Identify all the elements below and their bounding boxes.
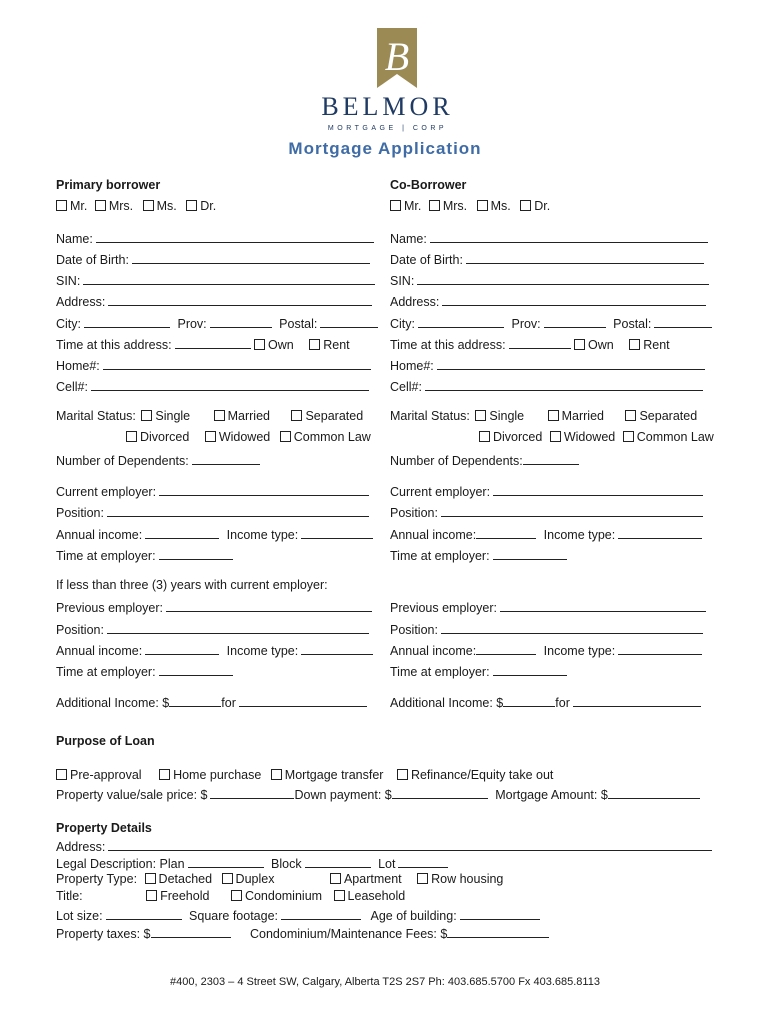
primary-address-field: Address: xyxy=(56,292,372,310)
co-annual-income-input[interactable] xyxy=(476,525,536,539)
primary-cell-field: Cell#: xyxy=(56,377,369,395)
logo-subtitle: MORTGAGE | CORP xyxy=(327,125,448,132)
co-income-row: Annual income: Income type: xyxy=(390,525,702,543)
primary-common-law-checkbox[interactable] xyxy=(280,431,291,442)
logo-monogram: B xyxy=(384,34,410,79)
co-own-checkbox[interactable] xyxy=(574,339,585,350)
primary-prev-income-type-input[interactable] xyxy=(301,641,373,655)
home-purchase-checkbox[interactable] xyxy=(159,769,170,780)
primary-sin-field: SIN: xyxy=(56,271,375,289)
co-employer-field: Current employer: xyxy=(390,482,703,500)
co-address-input[interactable] xyxy=(442,292,706,306)
checkbox-ms[interactable] xyxy=(143,200,154,211)
primary-prev-income-row: Annual income: Income type: xyxy=(56,641,373,659)
property-header: Property Details xyxy=(56,821,152,835)
belmor-logo xyxy=(300,20,475,135)
co-prev-time-employer-field: Time at employer: xyxy=(390,662,567,680)
co-prev-time-employer-input[interactable] xyxy=(493,662,567,676)
primary-home-field: Home#: xyxy=(56,356,371,374)
primary-prov-input[interactable] xyxy=(210,314,272,328)
co-name-field: Name: xyxy=(390,229,708,247)
checkbox-mrs[interactable] xyxy=(95,200,106,211)
primary-marital-row2: Divorced Widowed Common Law xyxy=(126,429,371,445)
primary-city-row: City: Prov: Postal: xyxy=(56,314,378,332)
co-dependents-field: Number of Dependents: xyxy=(390,451,579,469)
primary-prev-time-employer-input[interactable] xyxy=(159,662,233,676)
primary-income-type-input[interactable] xyxy=(301,525,373,539)
primary-marital-row1: Marital Status: Single Married Separated xyxy=(56,409,364,423)
co-single-checkbox[interactable] xyxy=(475,410,486,421)
primary-employer-input[interactable] xyxy=(159,482,369,496)
co-name-input[interactable] xyxy=(430,229,708,243)
primary-dependents-field: Number of Dependents: xyxy=(56,451,260,469)
duplex-checkbox[interactable] xyxy=(222,873,233,884)
primary-name-input[interactable] xyxy=(96,229,374,243)
property-taxes-input[interactable] xyxy=(151,924,231,938)
primary-time-employer-input[interactable] xyxy=(159,546,233,560)
checkbox-dr[interactable] xyxy=(186,200,197,211)
co-dependents-input[interactable] xyxy=(523,451,579,465)
co-dob-field: Date of Birth: xyxy=(390,250,704,268)
property-address-field: Address: xyxy=(56,837,712,855)
primary-position-field: Position: xyxy=(56,503,369,521)
primary-address-input[interactable] xyxy=(108,292,372,306)
lot-size-input[interactable] xyxy=(106,906,182,920)
primary-prev-time-employer-field: Time at employer: xyxy=(56,662,233,680)
co-prev-position-field: Position: xyxy=(390,620,703,638)
legal-description-row: Legal Description: Plan Block Lot xyxy=(56,854,448,872)
primary-dob-field: Date of Birth: xyxy=(56,250,370,268)
primary-prev-annual-income-input[interactable] xyxy=(145,641,219,655)
co-time-employer-field: Time at employer: xyxy=(390,546,567,564)
primary-position-input[interactable] xyxy=(107,503,369,517)
co-checkbox-dr[interactable] xyxy=(520,200,531,211)
co-additional-income-row: Additional Income: $ for xyxy=(390,693,701,711)
down-payment-input[interactable] xyxy=(392,785,488,799)
block-input[interactable] xyxy=(305,854,371,868)
primary-time-employer-field: Time at employer: xyxy=(56,546,233,564)
co-sin-input[interactable] xyxy=(417,271,709,285)
primary-postal-input[interactable] xyxy=(320,314,378,328)
co-separated-checkbox[interactable] xyxy=(625,410,636,421)
co-prev-income-type-input[interactable] xyxy=(618,641,702,655)
apartment-checkbox[interactable] xyxy=(330,873,341,884)
primary-additional-income-input[interactable] xyxy=(169,693,221,707)
age-input[interactable] xyxy=(460,906,540,920)
co-widowed-checkbox[interactable] xyxy=(550,431,561,442)
footer-address: #400, 2303 – 4 Street SW, Calgary, Alberta T2S 2S7 Ph: 403.685.5700 Fx 403.685.8113 xyxy=(170,976,600,988)
square-footage-input[interactable] xyxy=(281,906,361,920)
lot-input[interactable] xyxy=(398,854,448,868)
primary-dob-input[interactable] xyxy=(132,250,370,264)
leasehold-checkbox[interactable] xyxy=(334,890,345,901)
co-address-field: Address: xyxy=(390,292,706,310)
primary-header: Primary borrower xyxy=(56,178,161,192)
primary-home-input[interactable] xyxy=(103,356,371,370)
co-divorced-checkbox[interactable] xyxy=(479,431,490,442)
refinance-checkbox[interactable] xyxy=(397,769,408,780)
co-rent-checkbox[interactable] xyxy=(629,339,640,350)
co-position-field: Position: xyxy=(390,503,703,521)
primary-additional-income-source-input[interactable] xyxy=(239,693,367,707)
co-marital-row2: Divorced Widowed Common Law xyxy=(479,429,714,445)
primary-income-row: Annual income: Income type: xyxy=(56,525,373,543)
taxes-row: Property taxes: $ Condominium/Maintenance Fees: $ xyxy=(56,924,549,942)
primary-cell-input[interactable] xyxy=(91,377,369,391)
purpose-amounts-row: Property value/sale price: $ Down payment: $ Mortgage Amount: $ xyxy=(56,785,700,803)
property-address-input[interactable] xyxy=(108,837,712,851)
primary-sin-input[interactable] xyxy=(83,271,375,285)
primary-own-checkbox[interactable] xyxy=(254,339,265,350)
primary-time-address-input[interactable] xyxy=(175,335,251,349)
co-cell-field: Cell#: xyxy=(390,377,703,395)
co-header: Co-Borrower xyxy=(390,178,467,192)
less-than-three-note: If less than three (3) years with current employer: xyxy=(56,578,328,592)
primary-single-checkbox[interactable] xyxy=(141,410,152,421)
co-prev-employer-field: Previous employer: xyxy=(390,598,706,616)
co-married-checkbox[interactable] xyxy=(548,410,559,421)
primary-city-input[interactable] xyxy=(84,314,170,328)
co-sin-field: SIN: xyxy=(390,271,709,289)
freehold-checkbox[interactable] xyxy=(146,890,157,901)
primary-prev-position-input[interactable] xyxy=(107,620,369,634)
detached-checkbox[interactable] xyxy=(145,873,156,884)
condominium-checkbox[interactable] xyxy=(231,890,242,901)
primary-name-field: Name: xyxy=(56,229,374,247)
co-additional-income-input[interactable] xyxy=(503,693,555,707)
plan-input[interactable] xyxy=(188,854,264,868)
co-checkbox-mr[interactable] xyxy=(390,200,401,211)
co-home-input[interactable] xyxy=(437,356,705,370)
pre-approval-checkbox[interactable] xyxy=(56,769,67,780)
primary-time-address-row: Time at this address: Own Rent xyxy=(56,335,350,353)
co-time-address-row: Time at this address: Own Rent xyxy=(390,335,670,353)
primary-honorifics: Mr. Mrs. Ms. Dr. xyxy=(56,198,216,214)
primary-married-checkbox[interactable] xyxy=(214,410,225,421)
co-prev-income-row: Annual income: Income type: xyxy=(390,641,702,659)
co-prov-input[interactable] xyxy=(544,314,606,328)
co-cell-input[interactable] xyxy=(425,377,703,391)
title-row: Title: Freehold Condominium Leasehold xyxy=(56,889,406,903)
primary-prev-employer-field: Previous employer: xyxy=(56,598,372,616)
co-marital-row1: Marital Status: Single Married Separated xyxy=(390,409,698,423)
primary-additional-income-row: Additional Income: $ for xyxy=(56,693,367,711)
co-prev-position-input[interactable] xyxy=(441,620,703,634)
condo-fees-input[interactable] xyxy=(447,924,549,938)
co-additional-income-source-input[interactable] xyxy=(573,693,701,707)
primary-widowed-checkbox[interactable] xyxy=(205,431,216,442)
co-position-input[interactable] xyxy=(441,503,703,517)
co-employer-input[interactable] xyxy=(493,482,703,496)
co-prev-annual-income-input[interactable] xyxy=(476,641,536,655)
co-dob-input[interactable] xyxy=(466,250,704,264)
primary-divorced-checkbox[interactable] xyxy=(126,431,137,442)
primary-employer-field: Current employer: xyxy=(56,482,369,500)
co-home-field: Home#: xyxy=(390,356,705,374)
primary-prev-position-field: Position: xyxy=(56,620,369,638)
co-time-employer-input[interactable] xyxy=(493,546,567,560)
row-housing-checkbox[interactable] xyxy=(417,873,428,884)
co-time-address-input[interactable] xyxy=(509,335,571,349)
co-honorifics: Mr. Mrs. Ms. Dr. xyxy=(390,198,550,214)
primary-annual-income-input[interactable] xyxy=(145,525,219,539)
co-city-row: City: Prov: Postal: xyxy=(390,314,712,332)
page-title: Mortgage Application xyxy=(288,139,482,158)
co-common-law-checkbox[interactable] xyxy=(623,431,634,442)
property-type-row: Property Type: Detached Duplex Apartment Row housing xyxy=(56,872,504,886)
primary-dependents-input[interactable] xyxy=(192,451,260,465)
checkbox-mr[interactable] xyxy=(56,200,67,211)
purpose-header: Purpose of Loan xyxy=(56,734,155,748)
mortgage-amount-input[interactable] xyxy=(608,785,700,799)
logo-wordmark: BELMOR xyxy=(321,92,454,121)
co-checkbox-mrs[interactable] xyxy=(429,200,440,211)
primary-prev-employer-input[interactable] xyxy=(166,598,372,612)
co-postal-input[interactable] xyxy=(654,314,712,328)
co-income-type-input[interactable] xyxy=(618,525,702,539)
property-value-input[interactable] xyxy=(210,785,294,799)
purpose-options-row: Pre-approval Home purchase Mortgage transfer Refinance/Equity take out xyxy=(56,767,553,783)
primary-separated-checkbox[interactable] xyxy=(291,410,302,421)
mortgage-transfer-checkbox[interactable] xyxy=(271,769,282,780)
lot-size-row: Lot size: Square footage: Age of building: xyxy=(56,906,540,924)
primary-rent-checkbox[interactable] xyxy=(309,339,320,350)
co-checkbox-ms[interactable] xyxy=(477,200,488,211)
co-city-input[interactable] xyxy=(418,314,504,328)
co-prev-employer-input[interactable] xyxy=(500,598,706,612)
